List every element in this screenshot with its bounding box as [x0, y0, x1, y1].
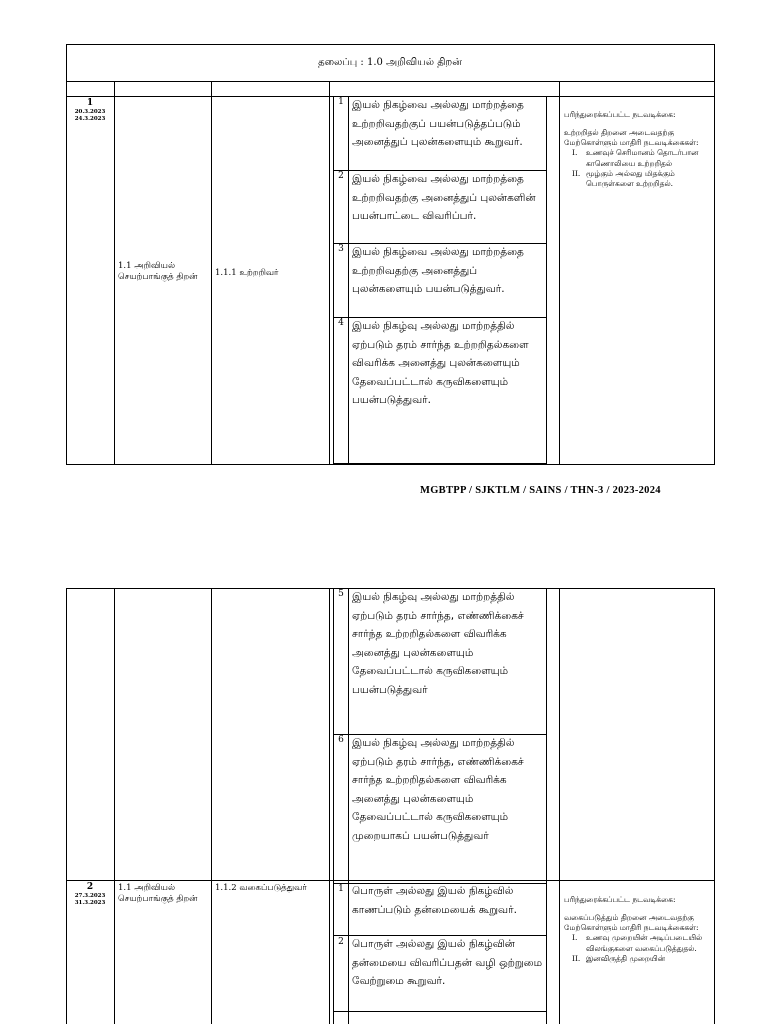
objective-text: இயல் நிகழ்வை அல்லது மாற்றத்தை உற்றறிவதற்கு அனைத்துப் புலன்களையும் பயன்படுத்துவர்.: [352, 246, 524, 295]
objective-text: இயல் நிகழ்வு அல்லது மாற்றத்தில் ஏற்படும் தரம் சார்ந்த, எண்ணிக்கைச் சார்ந்த உற்றறிதல்களை விவரிக்க அனைத்து புலன்களையும் தேவைப்பட்டால் கருவிகளையும் முறையாகப் பயன்படுத்துவர்: [352, 737, 524, 842]
objective-text: இயல் நிகழ்வை அல்லது மாற்றத்தை உற்றறிவதற்கு அனைத்துப் புலன்களின் பயன்பாட்டை விவரிப்பர்.: [352, 173, 536, 222]
week-start-date: 27.3.2023: [74, 893, 106, 900]
activities-header: பரிந்துரைக்கப்பட்ட நடவடிக்கை:: [564, 895, 676, 904]
activity-text: உணவுச் செரிமானம் தொடர்பான காணொலியை உற்றறிதல்: [586, 148, 699, 168]
activities-intro: உற்றறிதல் திறனை அடைவதற்கு மேற்கொள்ளும் மாதிரி நடவடிக்கைகள்:: [564, 128, 699, 148]
objective-number: 6: [338, 735, 344, 745]
week-end-date: 31.3.2023: [74, 900, 106, 907]
activity-text: மூழ்கும் அல்லது மிதக்கும் பொருள்களை உற்றறிதல்.: [586, 168, 675, 188]
week-cell: [66, 882, 114, 907]
suggested-activities: [564, 110, 709, 189]
learning-standard: 1.1.2 வகைப்படுத்துவர்: [215, 883, 307, 893]
objective-number: 1: [338, 884, 344, 894]
content-standard: 1.1 அறிவியல் செயற்பாங்குத் திறன்: [118, 261, 198, 283]
activities-header: பரிந்துரைக்கப்பட்ட நடவடிக்கை:: [564, 110, 676, 119]
objective-number: 5: [338, 589, 344, 599]
objective-number: 1: [338, 97, 344, 107]
week-start-date: 20.3.2023: [74, 109, 106, 116]
activity-text: உணவு முறையின் அடிப்படையில் விலங்குகளை வகைப்படுத்துதல்.: [586, 933, 703, 953]
week-cell: [66, 98, 114, 123]
activity-text: இனவிருத்தி முறையின்: [586, 953, 665, 963]
objective-number: 4: [338, 318, 344, 328]
objective-number: 2: [338, 937, 344, 947]
objective-text: பொருள் அல்லது இயல் நிகழ்வின் தன்மையை விவரிப்பதன் வழி ஒற்றுமை வேற்றுமை கூறுவர்.: [352, 938, 543, 987]
week-number: 1: [86, 98, 94, 108]
objective-text: இயல் நிகழ்வை அல்லது மாற்றத்தை உற்றறிவதற்குப் பயன்படுத்தப்படும் அனைத்துப் புலன்களையும் கூறுவர்.: [352, 99, 524, 148]
activity-item: [564, 148, 709, 168]
page-footer: MGBTPP / SJKTLM / SAINS / THN-3 / 2023-2024: [420, 485, 661, 496]
activity-numeral: II.: [572, 953, 581, 963]
activities-intro: வகைப்படுத்தும் திறனை அடைவதற்கு மேற்கொள்ளும் மாதிரி நடவடிக்கைகள்:: [564, 913, 699, 933]
week-end-date: 24.3.2023: [74, 116, 106, 123]
activity-numeral: II.: [572, 168, 581, 178]
objective-text: இயல் நிகழ்வு அல்லது மாற்றத்தில் ஏற்படும் தரம் சார்ந்த உற்றறிதல்களை விவரிக்க அனைத்து புலன்களையும் தேவைப்பட்டால் கருவிகளையும் பயன்படுத்துவர்.: [352, 320, 529, 406]
activity-numeral: I.: [572, 933, 578, 943]
objective-number: 2: [338, 171, 344, 181]
activity-item: [564, 954, 709, 964]
suggested-activities: [564, 895, 709, 964]
objective-text: இயல் நிகழ்வு அல்லது மாற்றத்தில் ஏற்படும் தரம் சார்ந்த, எண்ணிக்கைச் சார்ந்த உற்றறிதல்களை விவரிக்க அனைத்து புலன்களையும் தேவைப்பட்டால் கருவிகளையும் பயன்படுத்துவர்: [352, 591, 524, 696]
activity-item: [564, 169, 709, 189]
objective-text: பொருள் அல்லது இயல் நிகழ்வில் காணப்படும் தன்மையைக் கூறுவர்.: [352, 885, 517, 916]
activity-item: [564, 933, 709, 953]
learning-standard: 1.1.1 உற்றறிவர்: [215, 268, 279, 278]
content-standard: 1.1 அறிவியல் செயற்பாங்குத் திறன்: [118, 883, 198, 905]
objective-number: 3: [338, 244, 344, 254]
page-title: [66, 44, 714, 82]
week-number: 2: [86, 882, 94, 892]
title-text: தலைப்பு : 1.0 அறிவியல் திறன்: [318, 57, 462, 68]
activity-numeral: I.: [572, 148, 578, 158]
